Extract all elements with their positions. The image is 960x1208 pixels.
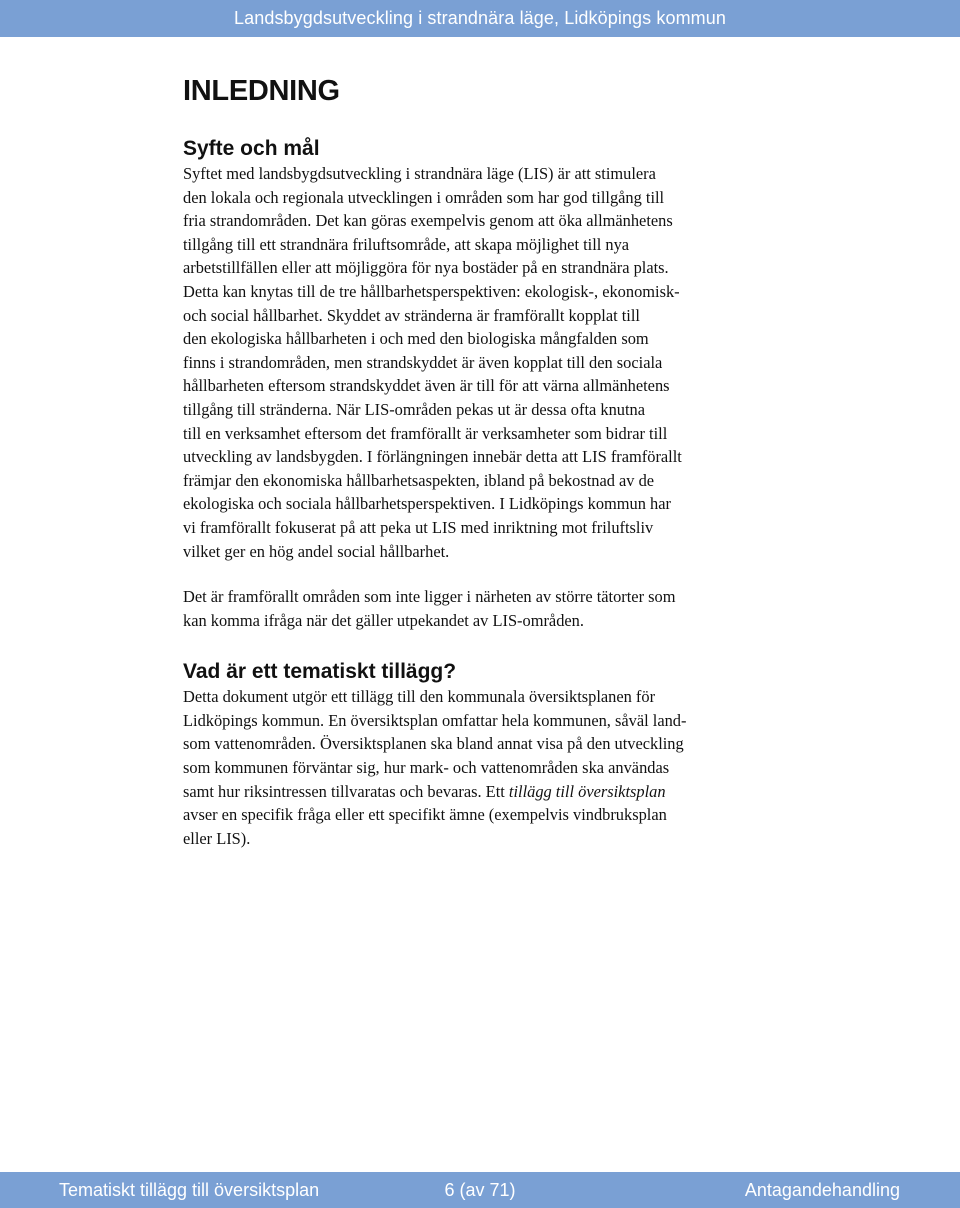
page-footer [0,1172,960,1208]
footer-document-title: Tematiskt tillägg till översiktsplan [59,1180,320,1200]
text-line: vi framförallt fokuserat på att peka ut LIS med inriktning mot friluftsliv [183,517,654,537]
paragraph-syfte-2 [183,585,783,632]
page-title: INLEDNING [183,75,340,107]
paragraph-tematiskt-tillagg [183,685,783,850]
text-line: vilket ger en hög andel social hållbarhet. [183,541,450,561]
text-line: kan komma ifråga när det gäller utpekandet av LIS-områden. [183,610,584,630]
emphasis-text: tillägg till översiktsplan [508,781,666,801]
section-heading-syfte: Syfte och mål [183,137,320,160]
text-line: Detta dokument utgör ett tillägg till den kommunala översiktsplanen för [183,687,656,707]
text-line: avser en specifik fråga eller ett specifikt ämne (exempelvis vindbruksplan [183,805,667,825]
text-line: främjar den ekonomiska hållbarhetsaspekten, ibland på bekostnad av de [183,470,655,490]
text-line: ekologiska och sociala hållbarhetsperspektiven. I Lidköpings kommun har [183,494,671,514]
text-line: som vattenområden. Översiktsplanen ska bland annat visa på den utveckling [183,734,684,754]
text-line: den lokala och regionala utvecklingen i områden som har god tillgång till [183,187,665,207]
text-line: Syftet med landsbygdsutveckling i strandnära läge (LIS) är att stimulera [183,164,656,183]
section-heading-tematiskt-tillagg: Vad är ett tematiskt tillägg? [183,660,457,684]
footer-document-status: Antagandehandling [744,1180,900,1200]
text-line: tillgång till stränderna. När LIS-områden pekas ut är dessa ofta knutna [183,399,645,419]
text-line: till en verksamhet eftersom det framförallt är verksamheter som bidrar till [183,423,668,443]
text-line: Detta kan knytas till de tre hållbarhetsperspektiven: ekologisk-, ekonomisk- [183,281,680,301]
text-line: finns i strandområden, men strandskyddet är även kopplat till den sociala [183,352,663,372]
text-line: Det är framförallt områden som inte ligger i närheten av större tätorter som [183,587,676,607]
text-line: utveckling av landsbygden. I förlängningen innebär detta att LIS framförallt [183,447,682,467]
text-line: eller LIS). [183,828,251,848]
text-line: den ekologiska hållbarheten i och med den biologiska mångfalden som [183,329,649,349]
text-line: arbetstillfällen eller att möjliggöra för nya bostäder på en strandnära plats. [183,258,669,278]
text-line: som kommunen förväntar sig, hur mark- och vattenområden ska användas [183,758,670,778]
page-header [0,0,960,37]
text-line-with-emphasis [183,780,783,804]
text-line: tillgång till ett strandnära friluftsområde, att skapa möjlighet till nya [183,234,630,254]
text-segment: samt hur riksintressen tillvaratas och bevaras. Ett [183,781,509,801]
text-line: fria strandområden. Det kan göras exempelvis genom att öka allmänhetens [183,211,673,231]
text-line: Lidköpings kommun. En översiktsplan omfattar hela kommunen, såväl land- [183,710,687,730]
paragraph-syfte-1 [183,162,783,563]
header-title: Landsbygdsutveckling i strandnära läge, Lidköpings kommun [234,8,726,28]
footer-page-number: 6 (av 71) [444,1180,516,1200]
text-line: och social hållbarhet. Skyddet av stränderna är framförallt kopplat till [183,305,640,325]
text-line: hållbarheten eftersom strandskyddet även är till för att värna allmänhetens [183,376,670,396]
main-content [183,70,783,850]
